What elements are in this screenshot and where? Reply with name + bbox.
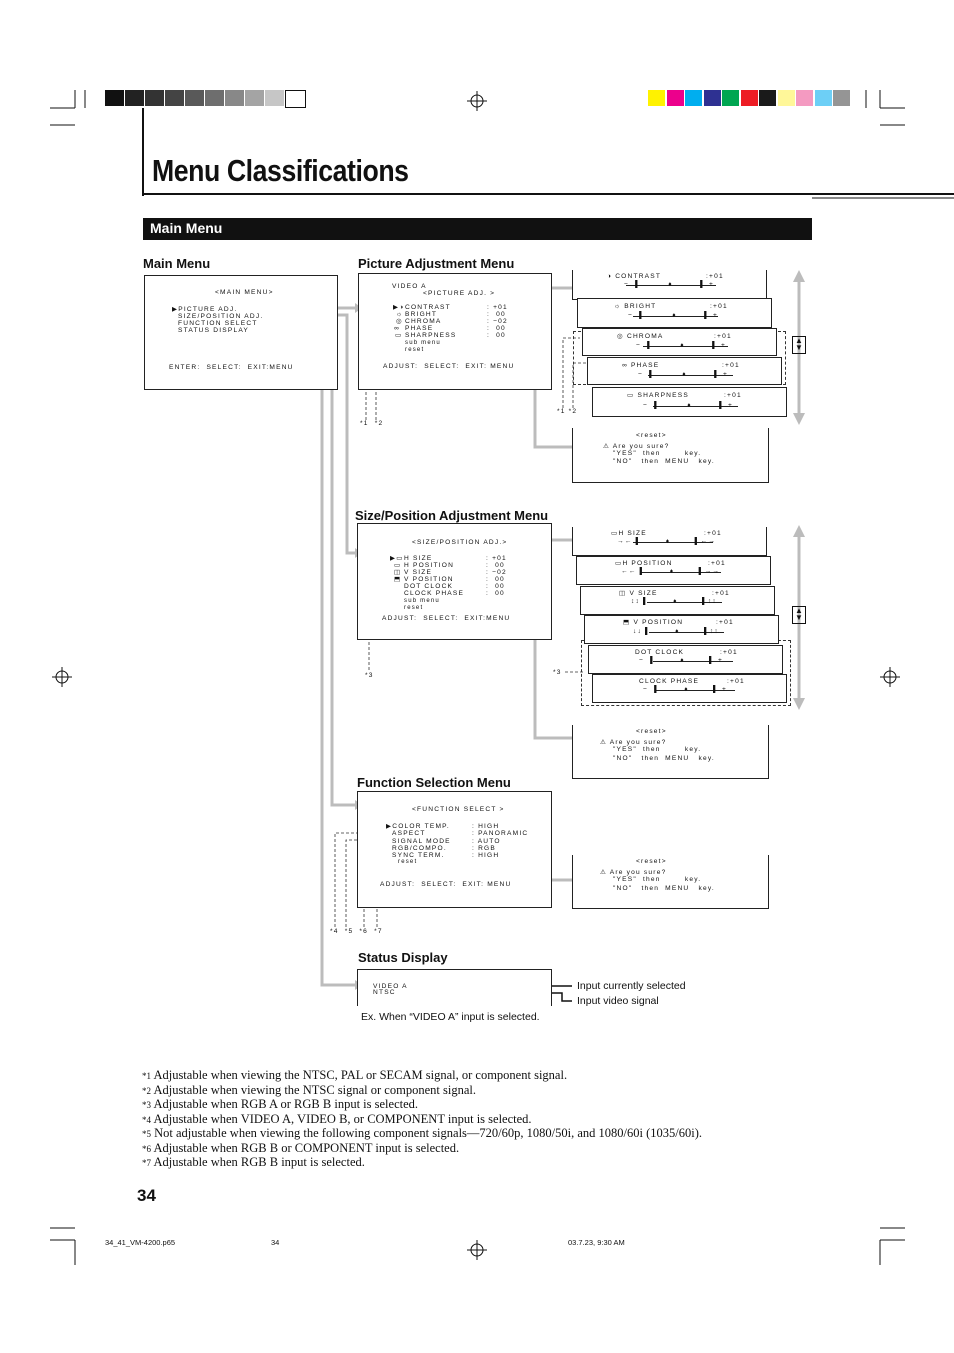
footnote-mark: *4 xyxy=(142,1114,151,1125)
picture-footer: ADJUST: SELECT: EXIT: MENU xyxy=(383,363,515,370)
slider-markers: ↕↕ ▌ ♦ ▌↕↕ xyxy=(631,598,717,605)
slider-markers: − ▌ ♦ ▌ + xyxy=(643,686,728,693)
reset-question: Are you sure? xyxy=(609,739,667,746)
page-number: 34 xyxy=(137,1186,156,1205)
size-footer: ADJUST: SELECT: EXIT:MENU xyxy=(382,615,511,622)
sharpness-icon: ▭ xyxy=(395,332,403,339)
sub-value: :+01 xyxy=(712,590,730,597)
chroma-icon: ◎ xyxy=(396,318,403,325)
function-item: RGB/COMPO. xyxy=(392,845,447,852)
function-header: <FUNCTION SELECT > xyxy=(412,806,505,813)
print-date: 03.7.23, 9:30 AM xyxy=(568,1238,625,1247)
heading-main-menu: Main Menu xyxy=(143,256,211,271)
heading-function-select: Function Selection Menu xyxy=(357,775,511,790)
footnote-text: Adjustable when RGB B or COMPONENT input is selected. xyxy=(153,1140,460,1155)
sub-phase: ∞ PHASE :+01 − ▌ ♦ ▌ + xyxy=(587,357,782,385)
status-input: VIDEO A xyxy=(373,983,408,990)
function-item: reset xyxy=(398,859,418,865)
sub-value: :+01 xyxy=(722,362,740,369)
v-size-icon: ◫ xyxy=(394,569,402,576)
sub-h-size: ▭H SIZE :+01 →← ▌ ♦ ▌←→ xyxy=(572,527,767,556)
sub-v-size: ◫ V SIZE :+01 ↕↕ ▌ ♦ ▌↕↕ xyxy=(580,586,775,615)
sub-value: :+01 xyxy=(714,333,732,340)
footnote-mark: *1 xyxy=(142,1071,151,1081)
reset-box: <reset> ⚠ Are you sure? "YES" then key. "NO" then MENU key. xyxy=(572,428,769,483)
h-position-icon: ▭ xyxy=(394,562,402,569)
main-menu-item: FUNCTION SELECT xyxy=(178,320,258,327)
page-title: Menu Classifications xyxy=(152,153,409,188)
status-caption: Ex. When “VIDEO A” input is selected. xyxy=(361,1011,540,1023)
picture-item: CONTRAST xyxy=(405,304,451,311)
main-menu-footer: ENTER: SELECT: EXIT:MENU xyxy=(169,364,294,371)
function-item: SIGNAL MODE xyxy=(392,838,451,845)
source-label: VIDEO A xyxy=(392,283,427,290)
footnote xyxy=(142,1068,902,1083)
footnote-mark: *6 xyxy=(142,1143,151,1154)
size-item: sub menu xyxy=(404,598,440,604)
sub-h-position: ▭H POSITION :+01 ←← ▌ ♦ ▌→→ xyxy=(576,556,771,585)
section-title: Main Menu xyxy=(150,220,223,236)
status-display-screen xyxy=(357,969,552,1006)
reset-header: <reset> xyxy=(636,858,667,865)
sub-value: :+01 xyxy=(706,273,724,280)
reset-yes: "YES" then key. xyxy=(613,876,702,883)
up-down-icon: ▲ ▼ xyxy=(792,336,806,354)
footnote-text: Adjustable when viewing the NTSC, PAL or SECAM signal, or component signal. xyxy=(153,1068,568,1082)
size-header: <SIZE/POSITION ADJ.> xyxy=(412,539,508,546)
callout-input-selected: Input currently selected xyxy=(577,980,686,992)
footnote xyxy=(142,1141,902,1156)
slider-markers: − ▌ ♦ ▌ + xyxy=(638,371,729,378)
footnote-mark: *3 xyxy=(142,1100,151,1110)
picture-value: : 00 xyxy=(487,332,506,339)
function-value: : HIGH xyxy=(472,852,500,859)
sub-label: DOT CLOCK xyxy=(635,649,685,656)
sub-label: SHARPNESS xyxy=(637,392,689,399)
footnote-text: Adjustable when viewing the NTSC signal or component signal. xyxy=(153,1082,476,1097)
sun-icon: ☼ xyxy=(396,311,404,318)
reset-yes: "YES" then key. xyxy=(613,746,702,753)
size-value: : 00 xyxy=(486,590,505,597)
function-item: ASPECT xyxy=(392,830,426,837)
function-select-screen xyxy=(357,791,552,908)
picture-item: PHASE xyxy=(405,325,434,332)
picture-item: SHARPNESS xyxy=(405,332,457,339)
sub-value: :+01 xyxy=(704,530,722,537)
reset-no: "NO" then MENU key. xyxy=(613,458,715,465)
slider-markers: − ▌ ♦ ▌ + xyxy=(636,342,727,349)
main-menu-screen xyxy=(144,275,338,390)
note-marks: *4 *5 *6 *7 xyxy=(330,928,383,935)
up-down-icon: ▲ ▼ xyxy=(792,606,806,624)
size-item: V POSITION xyxy=(404,576,454,583)
footnote-text: Not adjustable when viewing the following component signals—720/60p, 1080/50i, and 1080/60i (1035/60i). xyxy=(154,1126,702,1140)
main-menu-header: <MAIN MENU> xyxy=(215,289,274,296)
size-item: V SIZE xyxy=(404,569,433,576)
reset-yes: "YES" then key. xyxy=(613,450,702,457)
footnote-text: Adjustable when RGB A or RGB B input is selected. xyxy=(153,1097,419,1111)
sub-value: :+01 xyxy=(727,678,745,685)
function-value: : AUTO xyxy=(472,838,501,845)
reset-question: Are you sure? xyxy=(612,443,670,450)
picture-item: CHROMA xyxy=(405,318,442,325)
sub-sharpness: ▭ SHARPNESS :+01 − ▌ ♦ ▌ + xyxy=(592,387,787,417)
sub-label: V POSITION xyxy=(633,619,684,626)
size-value: : 00 xyxy=(486,562,505,569)
main-menu-item: ▶PICTURE ADJ. xyxy=(172,306,238,313)
slider-markers: − ▌ ♦ ▌ + xyxy=(643,402,734,409)
callout-input-signal: Input video signal xyxy=(577,995,659,1007)
picture-value: : −02 xyxy=(487,318,508,325)
sub-label: CHROMA xyxy=(627,333,664,340)
size-item: reset xyxy=(404,605,424,611)
size-item: H POSITION xyxy=(404,562,455,569)
note-marks: *3 xyxy=(553,669,562,676)
footnote xyxy=(142,1112,902,1127)
function-item: SYNC TERM. xyxy=(392,852,445,859)
sub-label: H SIZE xyxy=(618,530,647,537)
sub-label: CLOCK PHASE xyxy=(639,678,700,685)
sub-value: :+01 xyxy=(716,619,734,626)
print-page: 34 xyxy=(271,1238,280,1247)
sub-label: BRIGHT xyxy=(624,303,657,310)
v-position-icon: ⬒ xyxy=(394,576,402,583)
picture-value: : 00 xyxy=(487,325,506,332)
sub-label: H POSITION xyxy=(622,560,673,567)
picture-item: BRIGHT xyxy=(405,311,438,318)
status-signal: NTSC xyxy=(373,989,396,996)
footnote xyxy=(142,1126,902,1141)
sub-value: :+01 xyxy=(720,649,738,656)
reset-box: <reset> ⚠ Are you sure? "YES" then key. "NO" then MENU key. xyxy=(572,725,769,779)
heading-size-position: Size/Position Adjustment Menu xyxy=(355,508,549,523)
footnote-text: Adjustable when RGB B input is selected. xyxy=(153,1155,365,1169)
sub-value: :+01 xyxy=(724,392,742,399)
function-value: : HIGH xyxy=(472,823,500,830)
main-menu-item: STATUS DISPLAY xyxy=(178,327,250,334)
size-value: : 00 xyxy=(486,583,505,590)
phase-icon: ∞ xyxy=(394,325,400,332)
heading-picture-adj: Picture Adjustment Menu xyxy=(358,256,515,271)
size-item: H SIZE xyxy=(404,555,433,562)
footnote-mark: *7 xyxy=(142,1158,151,1168)
picture-item: sub menu xyxy=(405,340,441,346)
sub-label: V SIZE xyxy=(629,590,658,597)
size-item: DOT CLOCK xyxy=(404,583,454,590)
picture-adj-screen xyxy=(358,273,552,390)
note-marks: *1 *2 xyxy=(557,408,578,415)
sub-label: CONTRAST xyxy=(615,273,662,280)
sub-value: :+01 xyxy=(710,303,728,310)
slider-markers: − ▌ ♦ ▌ + xyxy=(639,657,724,664)
size-position-screen xyxy=(357,523,552,640)
size-value: : +01 xyxy=(486,555,507,562)
size-value: : 00 xyxy=(486,576,505,583)
reset-box: <reset> ⚠ Are you sure? "YES" then key. "NO" then MENU key. xyxy=(572,855,769,909)
note-marks: *3 xyxy=(365,672,374,679)
picture-value: : 00 xyxy=(487,311,506,318)
footnote xyxy=(142,1083,902,1098)
function-value: : RGB xyxy=(472,845,496,852)
picture-header: <PICTURE ADJ. > xyxy=(423,290,496,297)
footnote-mark: *2 xyxy=(142,1085,151,1096)
size-value: : −02 xyxy=(486,569,507,576)
footnotes xyxy=(142,1068,902,1170)
size-item: CLOCK PHASE xyxy=(404,590,465,597)
print-file: 34_41_VM-4200.p65 xyxy=(105,1238,176,1247)
slider-markers: − ▌ ♦ ▌ + xyxy=(624,281,715,288)
sub-value: :+01 xyxy=(708,560,726,567)
heading-status-display: Status Display xyxy=(358,950,448,965)
slider-markers: ←← ▌ ♦ ▌→→ xyxy=(621,568,721,575)
sub-bright: ☼ BRIGHT :+01 − ▌ ♦ ▌ + xyxy=(577,298,772,328)
footnote xyxy=(142,1097,902,1112)
reset-question: Are you sure? xyxy=(609,869,667,876)
sub-chroma: ◎ CHROMA :+01 − ▌ ♦ ▌ + xyxy=(582,328,777,356)
sub-contrast: ◑ CONTRAST :+01 − ▌ ♦ ▌ + xyxy=(572,270,767,300)
sub-clock-phase xyxy=(592,674,787,703)
sub-v-position: ⬒ V POSITION :+01 ↓↓ ▌ ♦ ▌↑↑ xyxy=(584,615,779,644)
slider-markers: − ▌ ♦ ▌ + xyxy=(628,312,719,319)
play-icon: ▶◑ xyxy=(393,304,405,311)
reset-no: "NO" then MENU key. xyxy=(613,885,715,892)
footnote xyxy=(142,1155,902,1170)
footnote-mark: *5 xyxy=(142,1129,151,1139)
footnote-text: Adjustable when VIDEO A, VIDEO B, or COMPONENT input is selected. xyxy=(153,1111,532,1126)
slider-markers: ↓↓ ▌ ♦ ▌↑↑ xyxy=(633,628,719,635)
function-item: ▶COLOR TEMP. xyxy=(386,823,450,830)
main-menu-item: SIZE/POSITION ADJ. xyxy=(178,313,264,320)
reset-no: "NO" then MENU key. xyxy=(613,755,715,762)
h-size-icon: ▶▭ xyxy=(390,555,404,562)
picture-item: reset xyxy=(405,347,425,353)
note-marks: *1 *2 xyxy=(360,420,384,427)
reset-header: <reset> xyxy=(636,728,667,735)
picture-value: : +01 xyxy=(487,304,508,311)
sub-dot-clock xyxy=(588,645,783,674)
function-footer: ADJUST: SELECT: EXIT: MENU xyxy=(380,881,512,888)
slider-markers: →← ▌ ♦ ▌←→ xyxy=(617,538,717,545)
function-value: : PANORAMIC xyxy=(472,830,529,837)
sub-label: PHASE xyxy=(630,362,660,369)
reset-header: <reset> xyxy=(636,432,667,439)
